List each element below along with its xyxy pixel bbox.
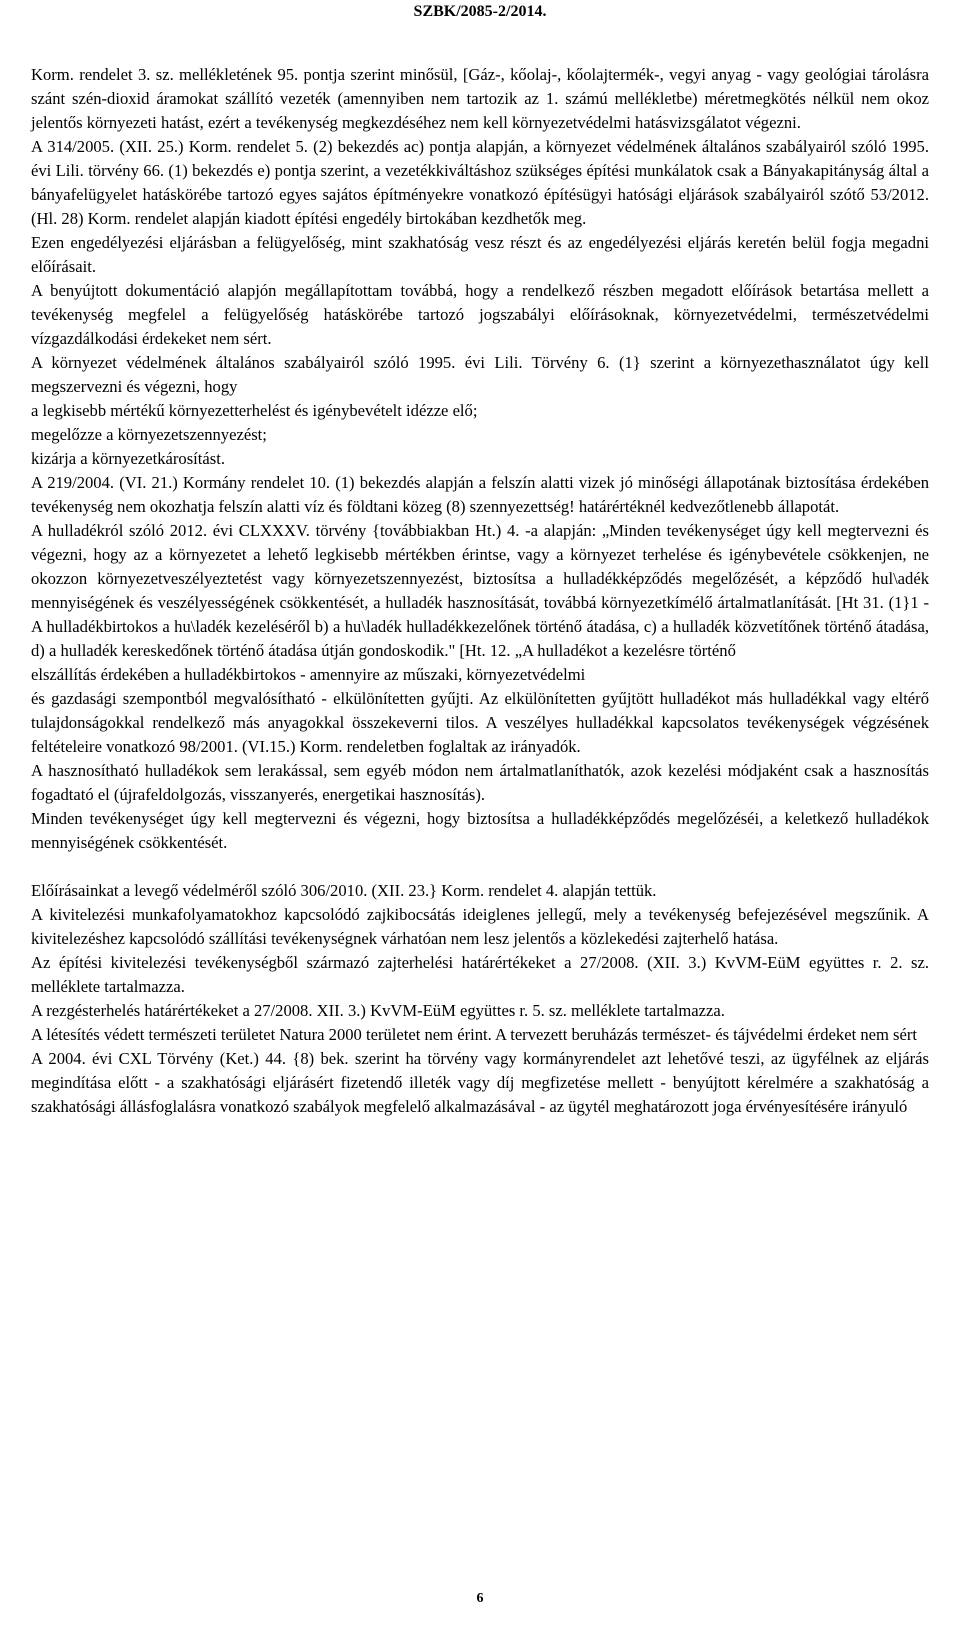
paragraph-zajkibocsatas: A kivitelezési munkafolyamatokhoz kapcsolódó zajkibocsátás ideiglenes jellegű, mely a tevékenység befejezésével megszűnik. A kivitelezéshez kapcsolódó szállítási tevékenységnek várhatóan nem lesz jelentős a közlekedési zajterhelő hatása. bbox=[31, 905, 929, 948]
paragraph-ket-torveny: A 2004. évi CXL Törvény (Ket.) 44. {8) bek. szerint ha törvény vagy kormányrendelet azt lehetővé teszi, az ügyfélnek az eljárás megindítása előtt - a szakhatósági eljárásért fizetendő illeték vagy díj megfizetése mellett - benyújtott kérelmére a szakhatóság a szakhatósági állásfoglalásra vonatkozó szabályok megfelelő alkalmazásával - az ügytél meghatározott joga érvényesítésére irányuló bbox=[31, 1049, 929, 1116]
paragraph-elszallitas: elszállítás érdekében a hulladékbirtokos - amennyire az műszaki, környezetvédelmi bbox=[31, 665, 586, 684]
paragraph-hasznosithato-hulladek: A hasznosítható hulladékok sem lerakással, sem egyéb módon nem ártalmatlaníthatók, azok kezelési módjaként csak a hasznosítás fogadtató el (újrafeldolgozás, visszanyerés, energetikai hasznosítás). bbox=[31, 761, 929, 804]
paragraph-levego-vedelme: Előírásainkat a levegő védelméről szóló 306/2010. (XII. 23.} Korm. rendelet 4. alapján tettük. bbox=[31, 881, 657, 900]
paragraph-zajterhelesi-hatarertek: Az építési kivitelezési tevékenységből származó zajterhelési határértékeket a 27/2008. (XII. 3.) KvVM-EüM együttes r. 2. sz. melléklete tartalmazza. bbox=[31, 953, 929, 996]
paragraph-dokumentacio: A benyújtott dokumentáció alapjón megállapítottam továbbá, hogy a rendelkező részben megadott előírások betartása mellett a tevékenység megfelel a felügyelőség hatáskörébe tartozó jogszabályi előírásoknak, környezetvédelmi, természetvédelmi vízgazdálkodási érdekeket nem sért. bbox=[31, 281, 929, 348]
paragraph-rezgesterheles: A rezgésterhelés határértékeket a 27/2008. XII. 3.) KvVM-EüM együttes r. 5. sz. melléklete tartalmazza. bbox=[31, 1001, 725, 1020]
list-item-kornyezetszennyezes: megelőzze a környezetszennyezést; bbox=[31, 425, 267, 444]
page-number: 6 bbox=[476, 1591, 484, 1606]
paragraph-gazdasagi-szempont: és gazdasági szempontból megvalósítható - elkülönítetten gyűjti. Az elkülönítetten gyűjtött hulladékot más hulladékkal vagy eltérő tulajdonságokkal rendelkező más anyagokkal összekeverni tilos. A veszélyes hulladékkal kapcsolatos tevékenységek végzésének feltételeire vonatkozó 98/2001. (VI.15.) Korm. rendeletben foglaltak az irányadók. bbox=[31, 689, 929, 756]
paragraph-classification: Korm. rendelet 3. sz. mellékletének 95. pontja szerint minősül, [Gáz-, kőolaj-, kőolajtermék-, vegyi anyag - vagy geológiai tárolásra szánt szén-dioxid áramokat szállító vezeték (amennyiben nem tartozik az 1. számú mellékletbe) méretmegkötés nélkül nem okoz jelentős környezeti hatást, ezért a tevékenység megkezdéséhez nem kell környezetvédelmi hatásvizsgálatot végezni. bbox=[31, 65, 929, 132]
document-reference-header: SZBK/2085-2/2014. bbox=[413, 3, 547, 20]
paragraph-felszin-alatti-vizek: A 219/2004. (VI. 21.) Kormány rendelet 10. (1) bekezdés alapján a felszín alatti vizek jó minőségi állapotának biztosítása érdekében tevékenység nem okozhatja felszín alatti víz és földtani közeg (8) szennyezettség! határértéknél kedvezőtlenebb állapotát. bbox=[31, 473, 929, 516]
paragraph-engedelyezesi-eljaras: Ezen engedélyezési eljárásban a felügyelőség, mint szakhatóság vesz részt és az engedélyezési eljárás keretén belül fogja megadni előírásait. bbox=[31, 233, 929, 276]
paragraph-kornyezet-vedelme: A környezet védelmének általános szabályairól szóló 1995. évi Lili. Törvény 6. (1} szerint a környezethasználatot úgy kell megszervezni és végezni, hogy bbox=[31, 353, 929, 396]
document-body bbox=[31, 63, 929, 1119]
paragraph-hulladekkepzodes: Minden tevékenységet úgy kell megtervezni és végezni, hogy biztosítsa a hulladékképződés megelőzéséi, a keletkező hulladékok mennyiségének csökkentését. bbox=[31, 809, 929, 852]
paragraph-korm-rendelet-314: A 314/2005. (XII. 25.) Korm. rendelet 5. (2) bekezdés ac) pontja alapján, a környezet védelmének általános szabályairól szóló 1995. évi Lili. törvény 66. (1) bekezdés e) pontja szerint, a vezetékkiváltáshoz szükséges építési munkálatok csak a Bányakapitányság által a bányafelügyelet hatáskörébe tartozó egyes sajátos építményekre vonatkozó építésügyi hatósági eljárások szabályairól szótő 53/2012. (Hl. 28) Korm. rendelet alapján kiadott építési engedély birtokában kezdhetők meg. bbox=[31, 137, 929, 228]
list-item-kornyezetkarositas: kizárja a környezetkárosítást. bbox=[31, 449, 225, 468]
list-item-kornyezetterheles: a legkisebb mértékű környezetterhelést és igénybevételt idézze elő; bbox=[31, 401, 478, 420]
paragraph-natura-2000: A létesítés védett természeti területet Natura 2000 területet nem érint. A tervezett beruházás természet- és tájvédelmi érdeket nem sért bbox=[31, 1025, 918, 1044]
paragraph-hulladek-torveny: A hulladékról szóló 2012. évi CLXXXV. törvény {továbbiakban Ht.) 4. -a alapján: „Minden tevékenységet úgy kell megtervezni és végezni, hogy az a környezetet a lehető legkisebb mértékben érintse, vagy a környezet terhelése és igénybevétele csökkenjen, ne okozzon környezetveszélyeztetést vagy környezetszennyezést, biztosítsa a hulladékképződés megelőzését, a képződő hul\adék mennyiségének és veszélyességének csökkentését, a hulladék hasznosítását, továbbá környezetkímélő ártalmatlanítását. [Ht 31. (1}1 -A hulladékbirtokos a hu\ladék kezeléséről b) a hu\ladék hulladékkezelőnek történő átadása, c) a hulladék közvetítőnek történő átadása, d) a hulladék kereskedőnek történő átadása útján gondoskodik." [Ht. 12. „A hulladékot a kezelésre történő bbox=[31, 521, 929, 660]
